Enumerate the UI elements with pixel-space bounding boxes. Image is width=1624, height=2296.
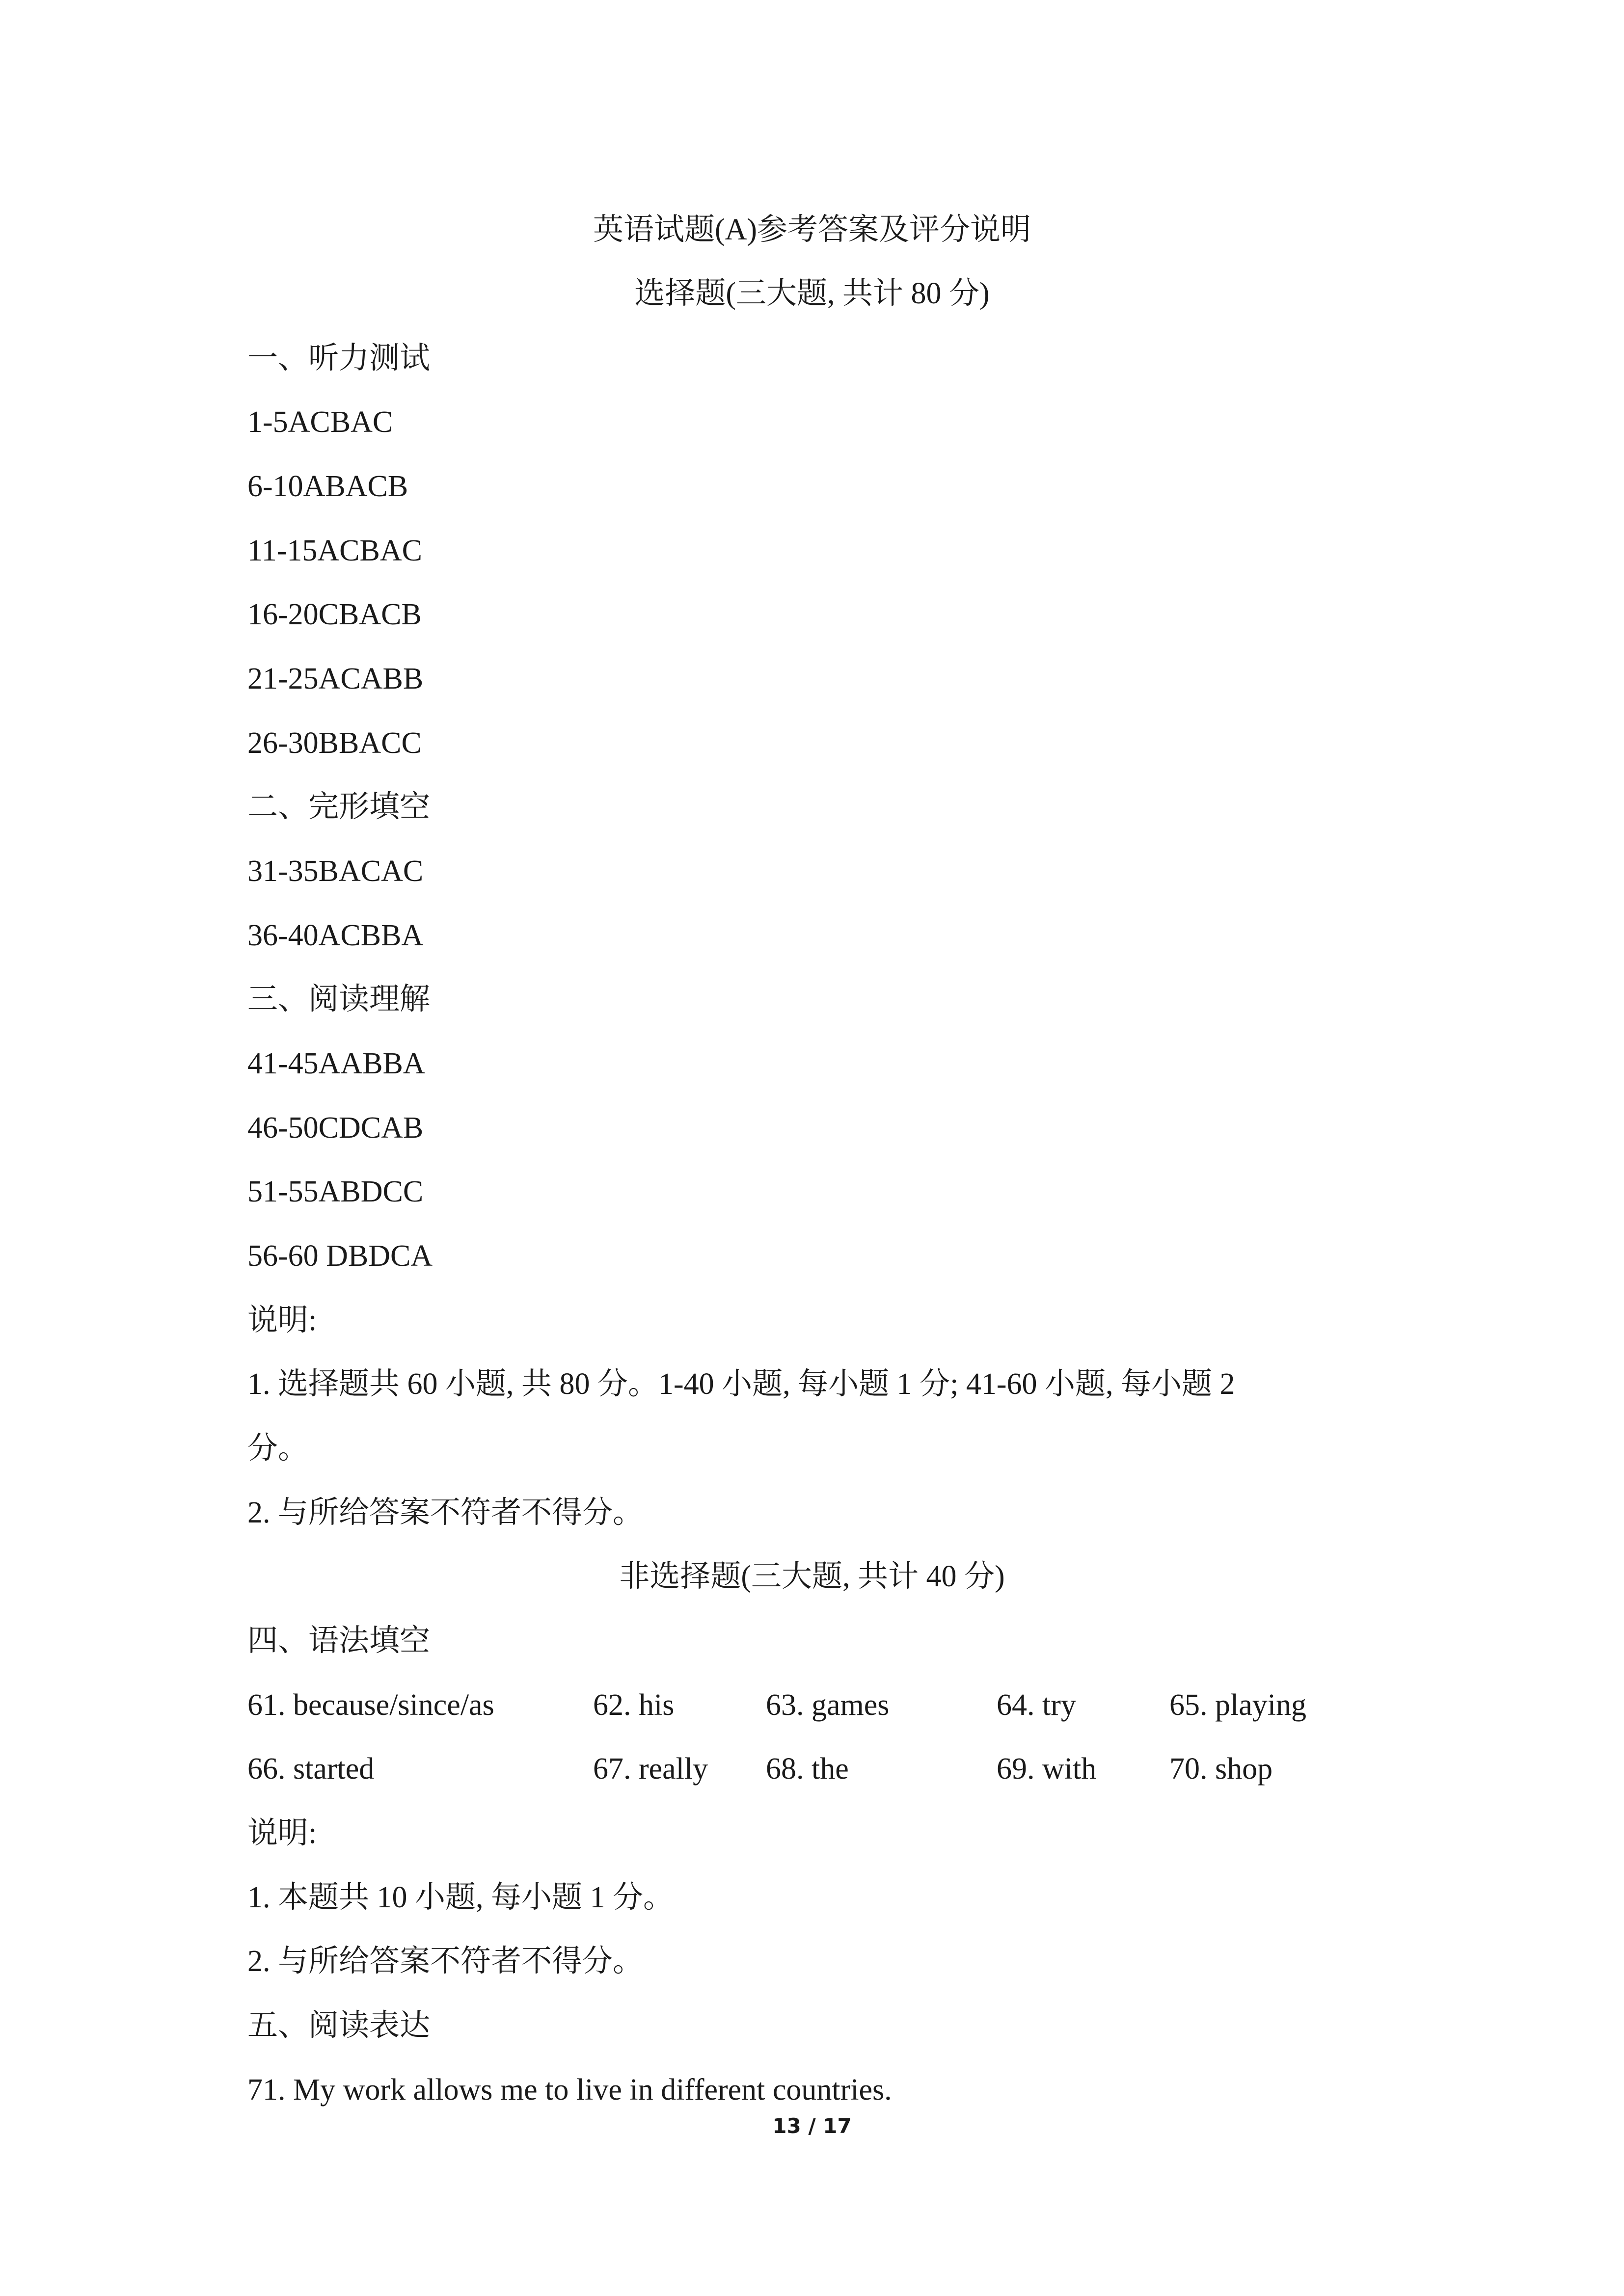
answer-line: 6-10ABACB [247, 470, 408, 503]
notes-label: 说明: [247, 1304, 317, 1337]
note-line: 1. 选择题共 60 小题, 共 80 分。1-40 小题, 每小题 1 分; 41-60 小题, 每小题 2 [247, 1367, 1235, 1401]
grammar-answer: 64. try [997, 1688, 1076, 1722]
notes-label: 说明: [247, 1816, 317, 1850]
grammar-answer-row [247, 1685, 1426, 1725]
grammar-answer: 66. started [247, 1752, 375, 1786]
answer-line: 21-25ACABB [247, 662, 424, 695]
grammar-answer: 67. really [593, 1752, 708, 1786]
answer-line: 31-35BACAC [247, 854, 424, 888]
note-line: 2. 与所给答案不符者不得分。 [247, 1496, 644, 1529]
nonchoice-section-heading: 非选择题(三大题, 共计 40 分) [619, 1560, 1005, 1593]
grammar-answer: 69. with [997, 1752, 1097, 1786]
grammar-answer: 62. his [593, 1688, 675, 1722]
answer-line: 16-20CBACB [247, 598, 422, 631]
answer-line: 46-50CDCAB [247, 1111, 424, 1145]
answer-line: 56-60 DBDCA [247, 1239, 433, 1273]
note-line: 1. 本题共 10 小题, 每小题 1 分。 [247, 1881, 674, 1914]
grammar-answer-row [247, 1749, 1426, 1789]
answer-line: 36-40ACBBA [247, 919, 424, 952]
answer-line: 1-5ACBAC [247, 405, 393, 439]
answer-line: 71. My work allows me to live in different countries. [247, 2073, 892, 2107]
answer-line: 26-30BBACC [247, 726, 422, 760]
note-line: 2. 与所给答案不符者不得分。 [247, 1945, 644, 1978]
part5-heading: 五、阅读表达 [247, 2009, 431, 2042]
part3-heading: 三、阅读理解 [247, 983, 431, 1016]
page-number: 13 / 17 [772, 2114, 852, 2138]
answer-line: 11-15ACBAC [247, 534, 422, 567]
part2-heading: 二、完形填空 [247, 790, 431, 824]
note-line: 分。 [247, 1432, 309, 1465]
answer-line: 51-55ABDCC [247, 1175, 424, 1208]
choice-section-heading: 选择题(三大题, 共计 80 分) [634, 277, 990, 310]
part4-heading: 四、语法填空 [247, 1624, 431, 1657]
grammar-answer: 61. because/since/as [247, 1688, 494, 1722]
grammar-answer: 65. playing [1169, 1688, 1306, 1722]
document-title: 英语试题(A)参考答案及评分说明 [593, 213, 1031, 246]
grammar-answer: 68. the [766, 1752, 849, 1786]
grammar-answer: 63. games [766, 1688, 890, 1722]
part1-heading: 一、听力测试 [247, 342, 431, 375]
answer-line: 41-45AABBA [247, 1047, 425, 1080]
grammar-answer: 70. shop [1169, 1752, 1273, 1786]
